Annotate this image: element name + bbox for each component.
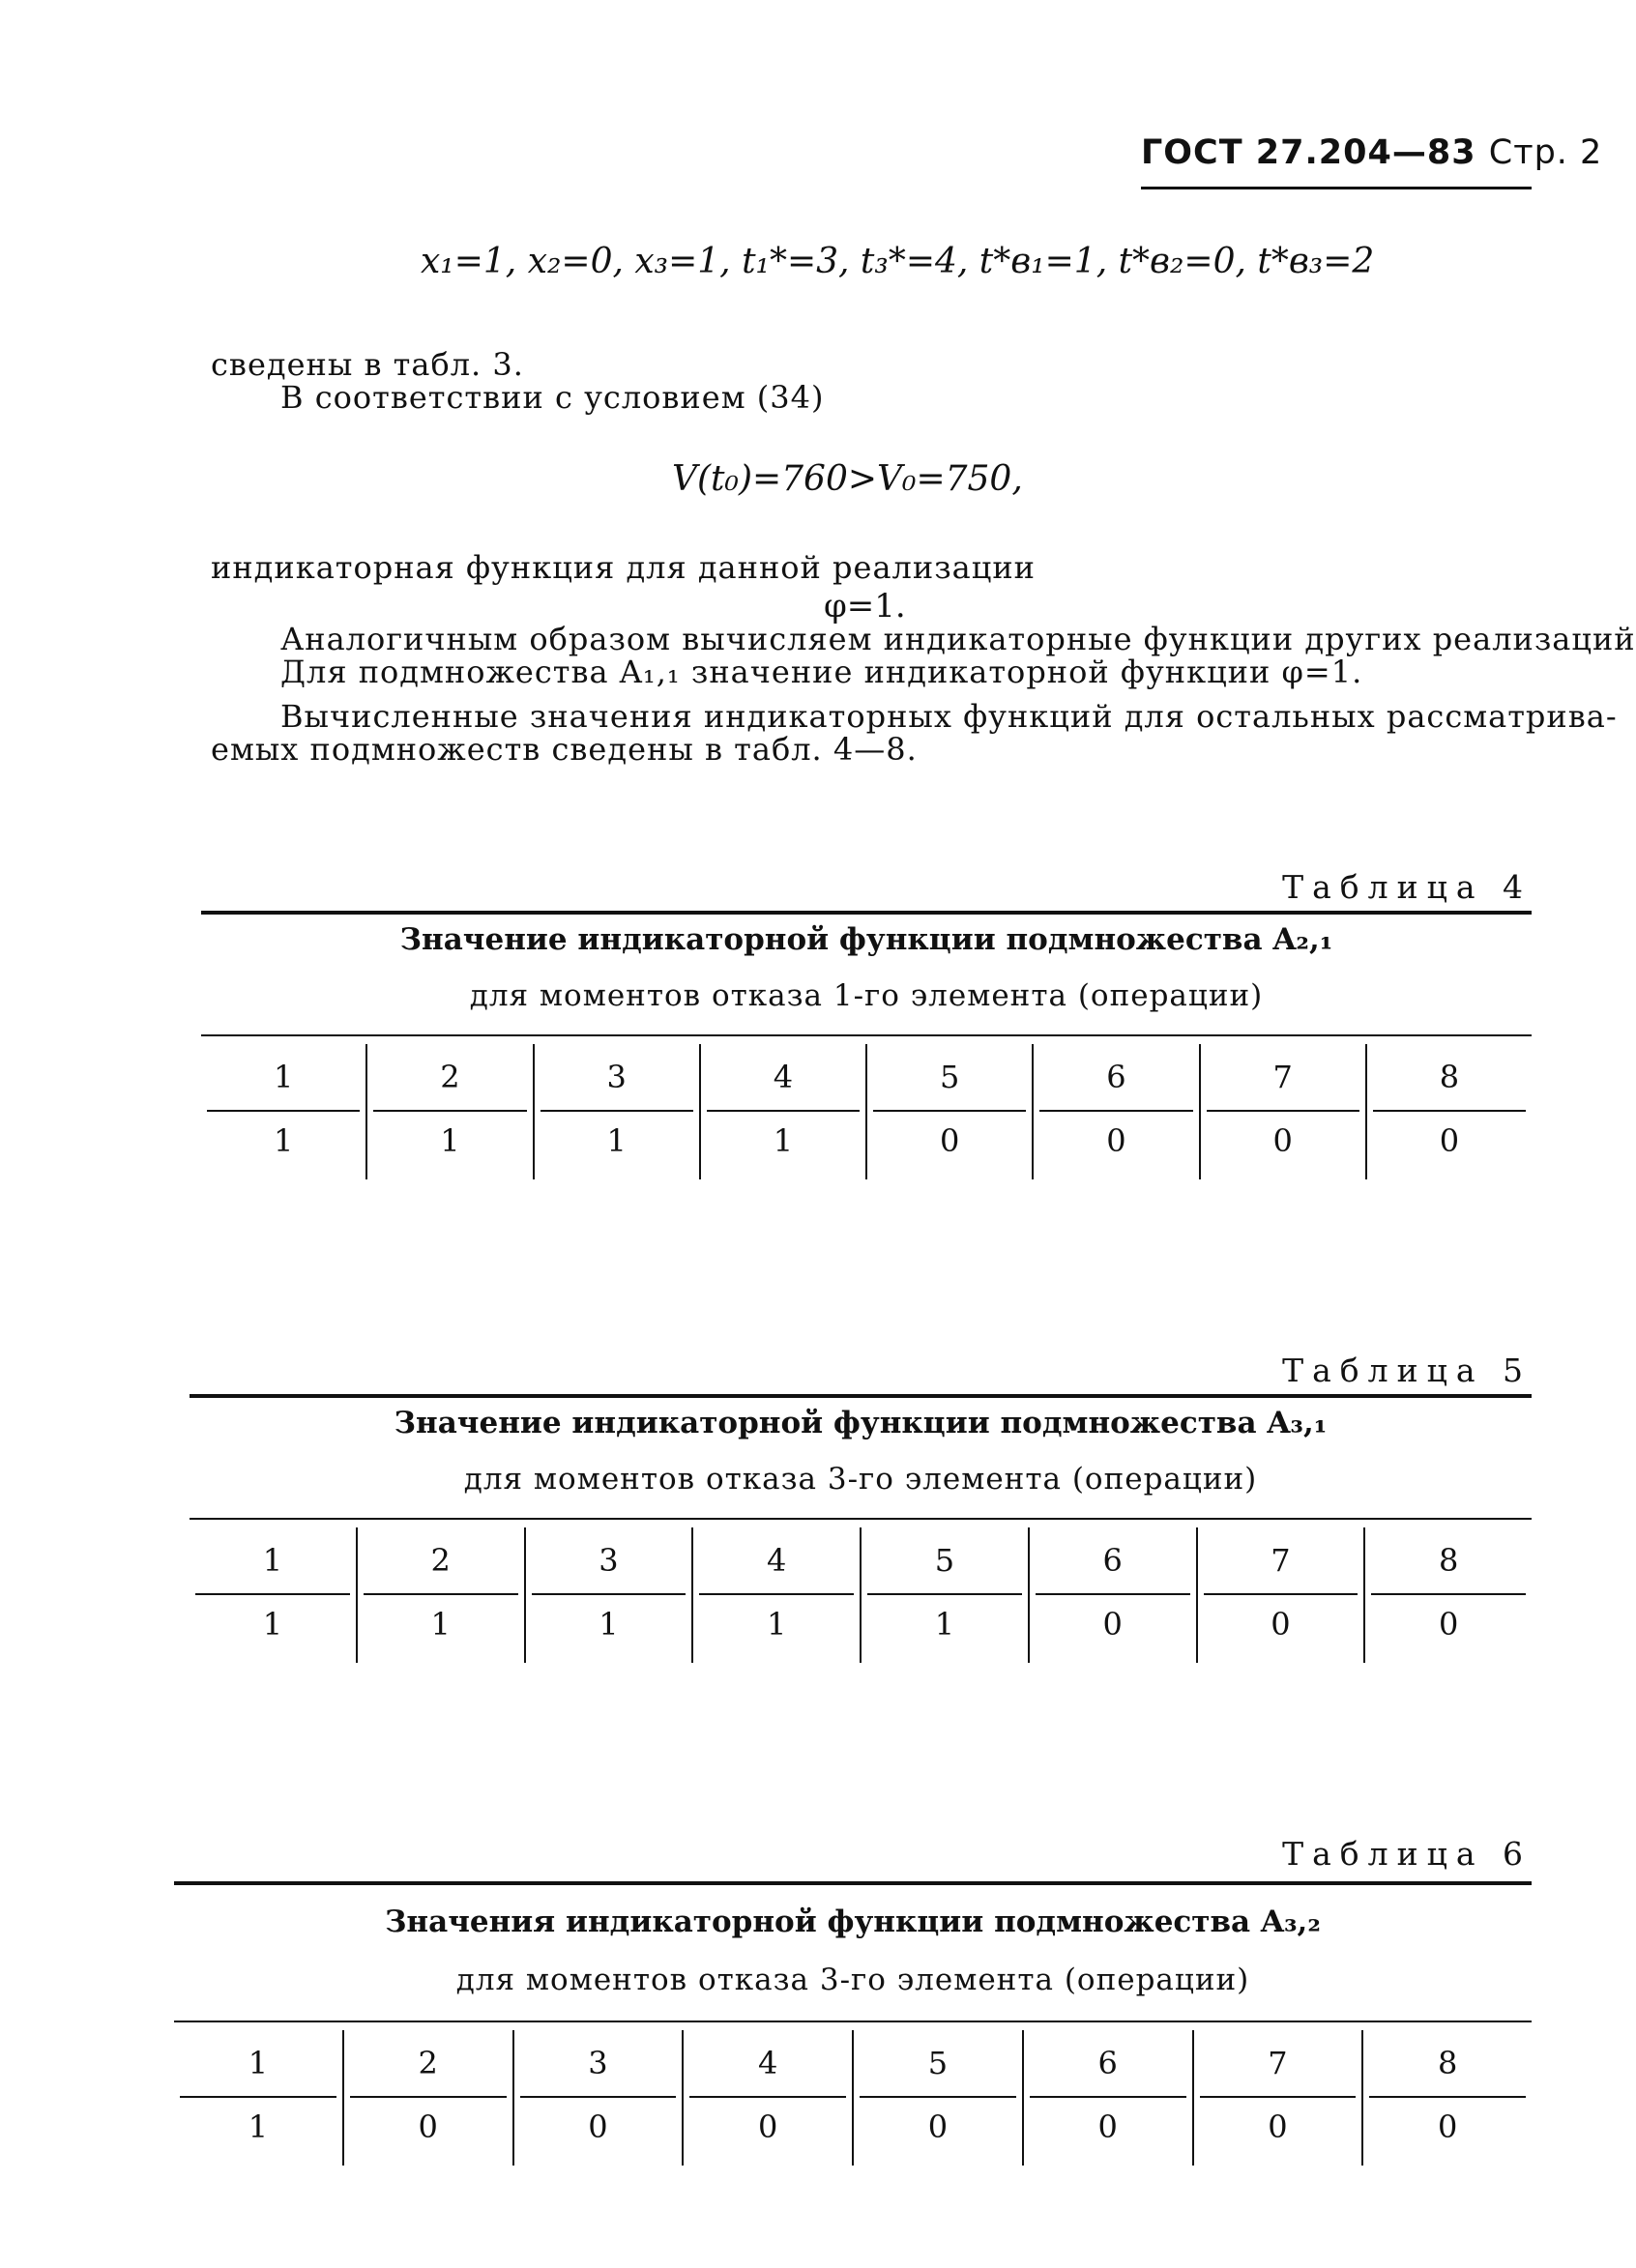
cell-value: 1	[440, 1122, 460, 1159]
table-subtitle: для моментов отказа 3-го элемента (операции)	[455, 1963, 1250, 1997]
table-column	[860, 1527, 1028, 1663]
table-column	[512, 2030, 683, 2166]
column-header: 7	[1204, 1527, 1358, 1595]
table-column	[201, 1044, 365, 1179]
table-top-rule	[174, 1881, 1532, 1885]
column-header: 1	[180, 2030, 336, 2098]
table-top-rule	[190, 1394, 1532, 1398]
column-header: 2	[350, 2030, 507, 2098]
table-column	[691, 1527, 860, 1663]
text-line-7: емых подмножеств сведены в табл. 4—8.	[211, 731, 918, 768]
table-subtitle: для моментов отказа 3-го элемента (операции)	[463, 1462, 1258, 1497]
table-top-rule	[201, 911, 1532, 915]
table-column	[1199, 1044, 1365, 1179]
cell-value: 0	[1268, 2108, 1288, 2145]
standard-number: ГОСТ 27.204—83	[1141, 133, 1476, 172]
cell-value: 1	[262, 1606, 283, 1643]
column-header: 5	[867, 1527, 1022, 1595]
cell-value: 0	[1106, 1122, 1126, 1159]
text-line-5: Для подмножества A₁,₁ значение индикаторной функции φ=1.	[280, 654, 1363, 690]
column-header: 4	[699, 1527, 854, 1595]
column-header: 2	[364, 1527, 518, 1595]
table-rule	[174, 2021, 1532, 2022]
table-grid	[201, 1044, 1532, 1179]
column-header: 1	[195, 1527, 350, 1595]
phi-value: φ=1.	[824, 587, 906, 625]
table-column	[865, 1044, 1032, 1179]
formula-values: x₁=1, x₂=0, x₃=1, t₁*=3, t₃*=4, t*в₁=1, t*в₂=0, t*в₃=2	[421, 242, 1375, 281]
table-column	[356, 1527, 524, 1663]
cell-value: 1	[273, 1122, 294, 1159]
cell-value: 0	[927, 2108, 949, 2145]
cell-value: 0	[1271, 1606, 1291, 1643]
column-header: 3	[532, 1527, 687, 1595]
column-header: 5	[873, 1044, 1026, 1112]
cell-value: 0	[588, 2108, 608, 2145]
table-title: Значение индикаторной функции подмножества A₃,₁	[394, 1406, 1328, 1440]
column-header: 8	[1371, 1527, 1526, 1595]
cell-value: 0	[1439, 1122, 1460, 1159]
cell-value: 0	[939, 1122, 960, 1159]
table-column	[682, 2030, 852, 2166]
text-line-6: Вычисленные значения индикаторных функций для остальных рассматрива-	[280, 698, 1618, 735]
cell-value: 1	[248, 2108, 269, 2145]
text-line-1: сведены в табл. 3.	[211, 346, 524, 383]
cell-value: 1	[773, 1122, 794, 1159]
column-header: 6	[1030, 2030, 1186, 2098]
table-column	[1192, 2030, 1362, 2166]
table-caption: Таблица 5	[1282, 1352, 1532, 1389]
table-column	[533, 1044, 699, 1179]
cell-value: 0	[1437, 2108, 1458, 2145]
column-header: 4	[689, 2030, 846, 2098]
cell-value: 0	[1272, 1122, 1293, 1159]
table-column	[1363, 1527, 1532, 1663]
table-column	[342, 2030, 512, 2166]
table-column	[174, 2030, 342, 2166]
cell-value: 0	[418, 2108, 438, 2145]
column-header: 1	[207, 1044, 360, 1112]
table-caption: Таблица 4	[1282, 868, 1532, 906]
table-title: Значение индикаторной функции подмножества A₂,₁	[399, 922, 1333, 957]
column-header: 7	[1200, 2030, 1357, 2098]
cell-value: 0	[757, 2108, 778, 2145]
table-title: Значения индикаторной функции подмножества A₃,₂	[385, 1905, 1321, 1939]
cell-value: 1	[430, 1606, 451, 1643]
column-header: 8	[1373, 1044, 1526, 1112]
table-6	[174, 1835, 1532, 2183]
cell-value: 1	[599, 1606, 619, 1643]
column-header: 3	[520, 2030, 677, 2098]
table-column	[852, 2030, 1022, 2166]
table-caption: Таблица 6	[1282, 1835, 1532, 1873]
column-header: 7	[1207, 1044, 1359, 1112]
column-header: 2	[373, 1044, 526, 1112]
table-column	[699, 1044, 865, 1179]
header-rule	[1141, 187, 1532, 189]
column-header: 4	[707, 1044, 860, 1112]
cell-value: 1	[606, 1122, 627, 1159]
cell-value: 0	[1102, 1606, 1123, 1643]
table-rule	[201, 1034, 1532, 1036]
table-column	[1365, 1044, 1532, 1179]
column-header: 6	[1036, 1527, 1190, 1595]
table-4	[201, 868, 1532, 1202]
text-line-3: индикаторная функция для данной реализации	[211, 549, 1036, 586]
table-column	[1196, 1527, 1364, 1663]
table-5	[190, 1352, 1532, 1685]
table-grid	[174, 2030, 1532, 2166]
table-subtitle: для моментов отказа 1-го элемента (операции)	[469, 978, 1264, 1013]
table-column	[365, 1044, 532, 1179]
cell-value: 0	[1438, 1606, 1459, 1643]
column-header: 3	[540, 1044, 693, 1112]
text-line-4: Аналогичным образом вычисляем индикаторные функции других реализаций	[280, 621, 1636, 657]
table-column	[190, 1527, 356, 1663]
cell-value: 1	[934, 1606, 955, 1643]
page-header	[1141, 133, 1602, 172]
formula-condition: V(t₀)=760>V₀=750,	[672, 459, 1023, 499]
column-header: 6	[1039, 1044, 1192, 1112]
cell-value: 0	[1097, 2108, 1118, 2145]
table-rule	[190, 1518, 1532, 1520]
cell-value: 1	[766, 1606, 787, 1643]
column-header: 8	[1369, 2030, 1526, 2098]
table-column	[1028, 1527, 1196, 1663]
column-header: 5	[860, 2030, 1016, 2098]
table-column	[524, 1527, 692, 1663]
table-column	[1361, 2030, 1532, 2166]
text-line-2: В соответствии с условием (34)	[280, 379, 825, 416]
table-column	[1032, 1044, 1198, 1179]
table-column	[1022, 2030, 1192, 2166]
page-number: Стр. 2	[1488, 133, 1603, 172]
table-grid	[190, 1527, 1532, 1663]
